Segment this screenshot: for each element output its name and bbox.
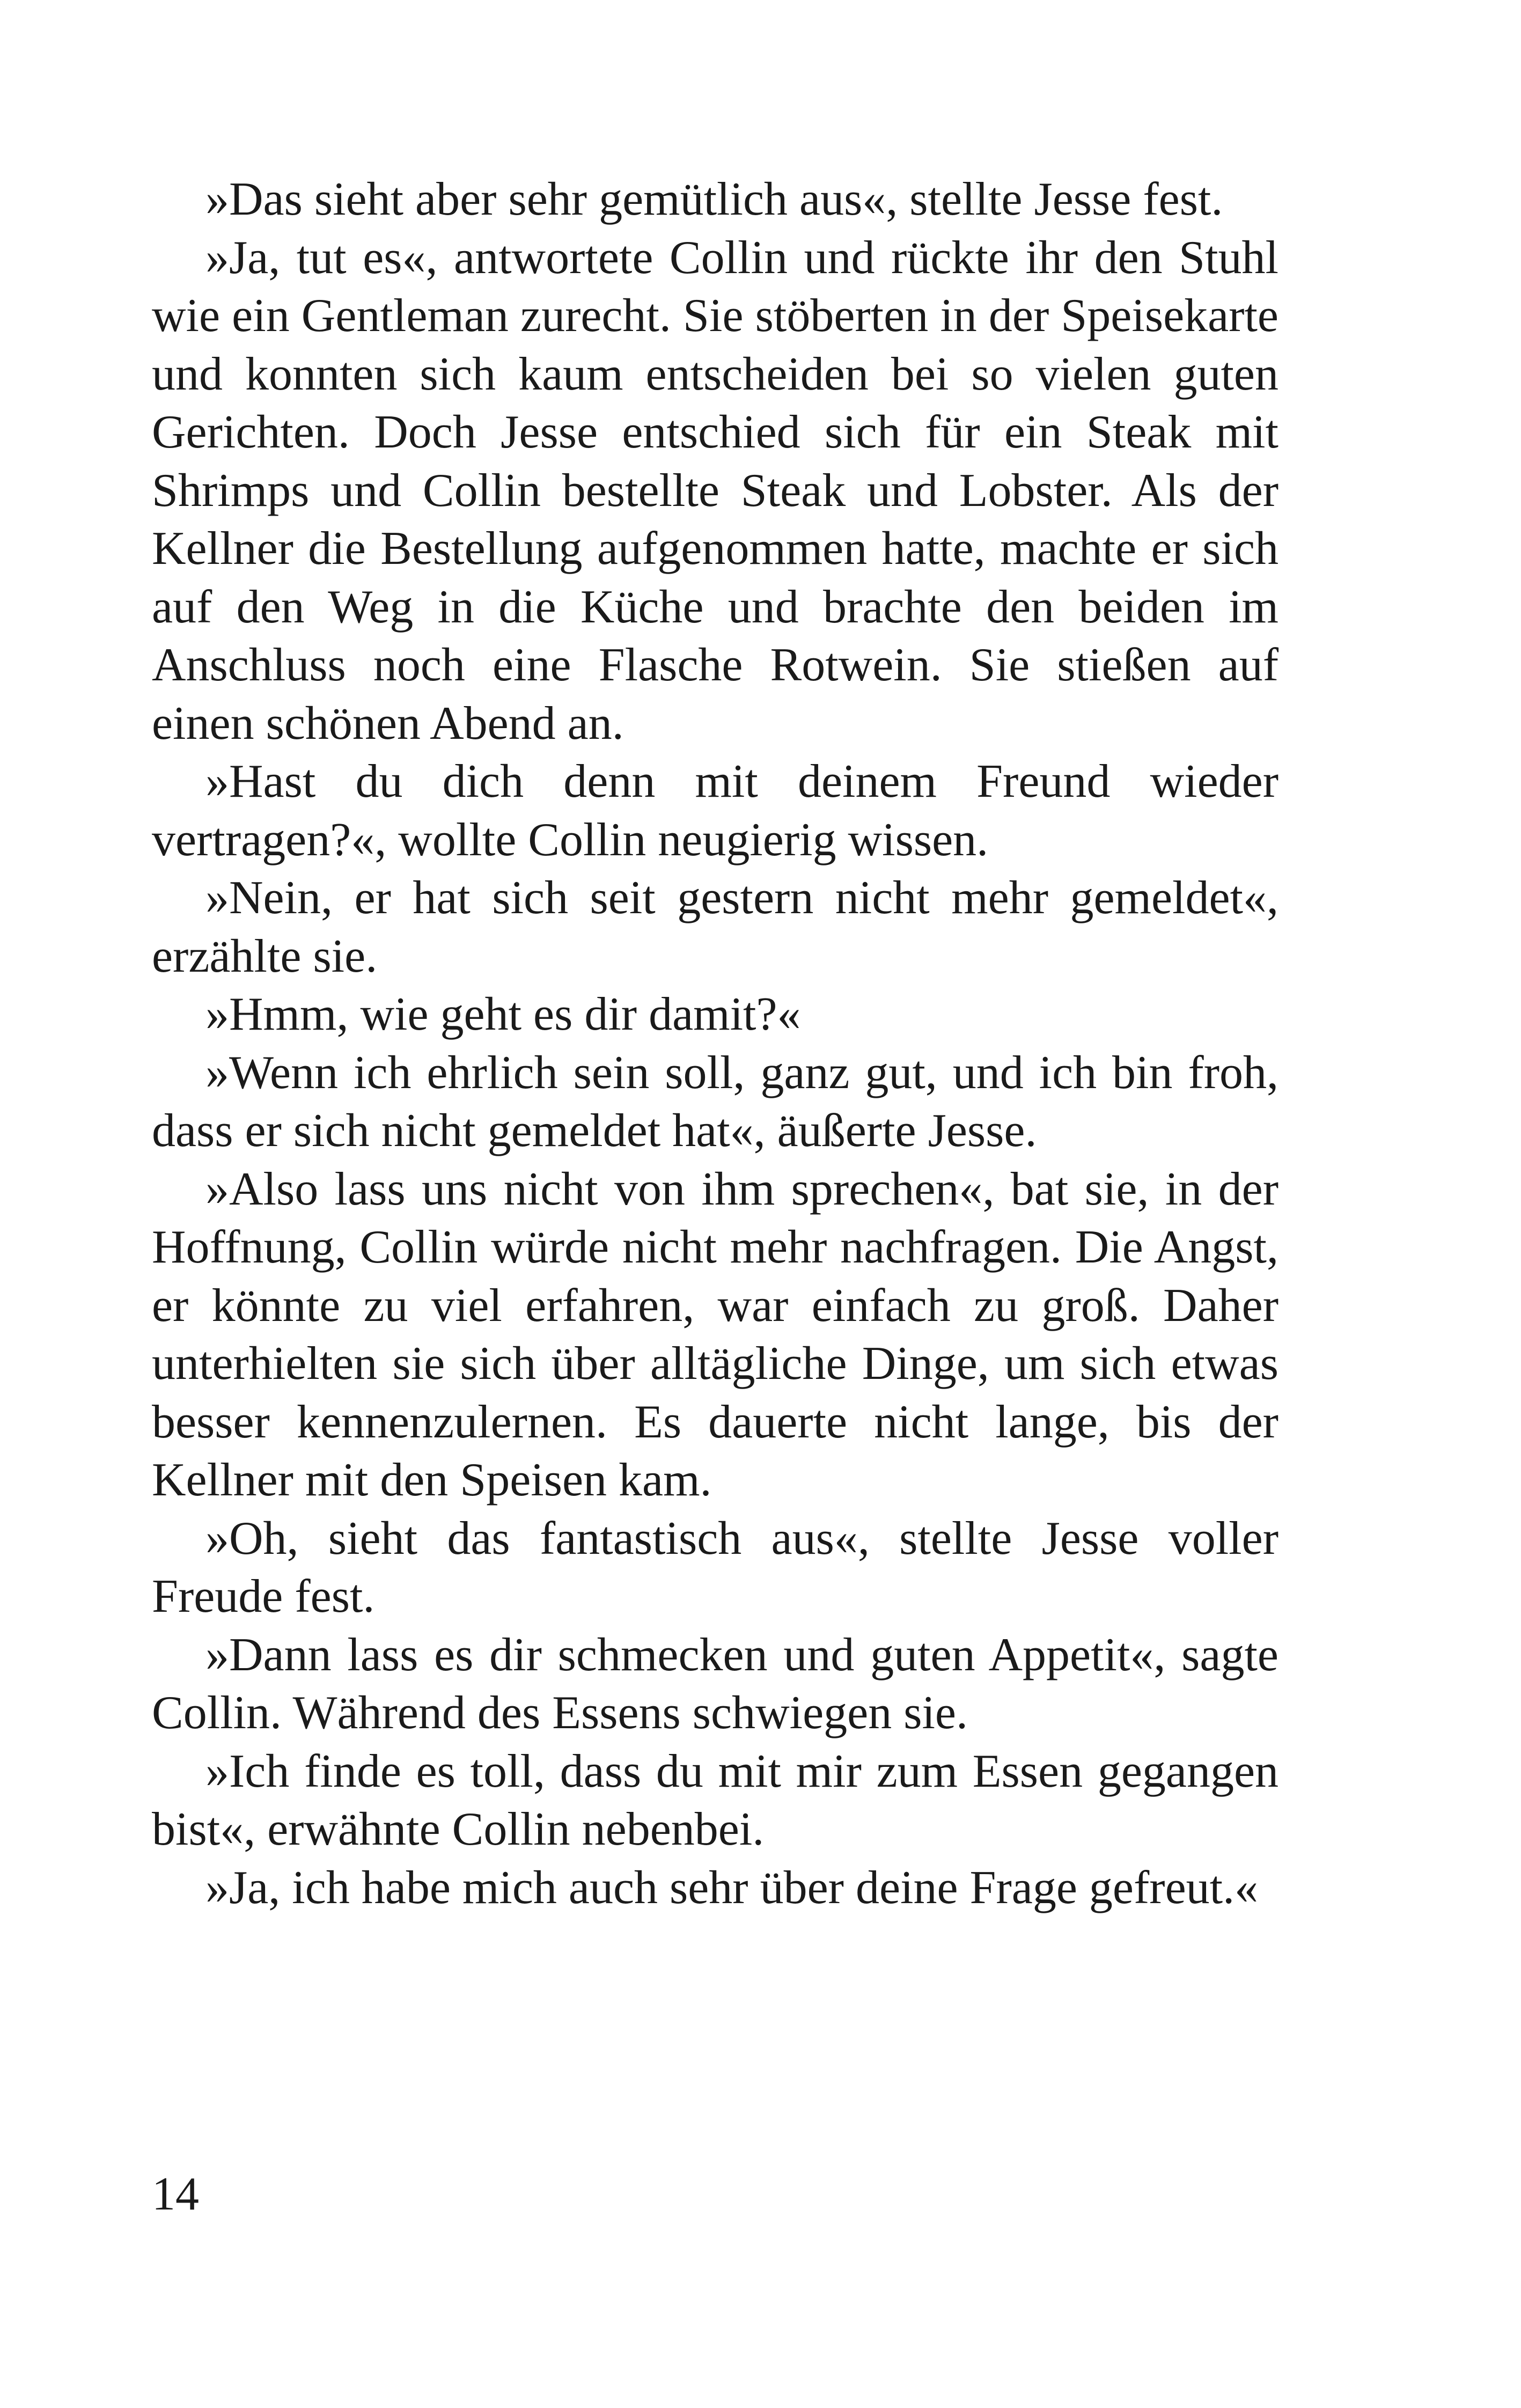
paragraph: »Oh, sieht das fantastisch aus«, stellte Jesse voller Freude fest. bbox=[152, 1512, 1278, 1623]
paragraph: »Wenn ich ehrlich sein soll, ganz gut, und ich bin froh, dass er sich nicht gemeldet hat«, äußerte Jesse. bbox=[152, 1046, 1278, 1157]
paragraph: »Das sieht aber sehr gemütlich aus«, stellte Jesse fest. bbox=[205, 173, 1223, 225]
page-number: 14 bbox=[152, 2168, 199, 2220]
paragraph: »Nein, er hat sich seit gestern nicht mehr gemeldet«, erzählte sie. bbox=[152, 872, 1278, 982]
paragraph: »Ich finde es toll, dass du mit mir zum Essen gegangen bist«, erwähnte Collin nebenbei. bbox=[152, 1745, 1278, 1855]
book-page-text bbox=[152, 171, 1278, 1917]
paragraph: »Hmm, wie geht es dir damit?« bbox=[205, 988, 801, 1040]
paragraph: »Ja, ich habe mich auch sehr über deine Frage gefreut.« bbox=[205, 1861, 1259, 1914]
paragraph: »Dann lass es dir schmecken und guten Appetit«, sagte Collin. Während des Essens schwiegen sie. bbox=[152, 1628, 1278, 1739]
paragraph: »Hast du dich denn mit deinem Freund wieder vertragen?«, wollte Collin neugierig wissen. bbox=[152, 755, 1278, 866]
paragraph: »Also lass uns nicht von ihm sprechen«, bat sie, in der Hoffnung, Collin würde nicht mehr nachfragen. Die Angst, er könnte zu viel erfahren, war einfach zu groß. Daher unterhielten sie sich über alltägliche Dinge, um sich etwas besser kennenzulernen. Es dauerte nicht lange, bis der Kellner mit den Speisen kam. bbox=[152, 1163, 1278, 1506]
paragraph: »Ja, tut es«, antwortete Collin und rückte ihr den Stuhl wie ein Gentleman zurecht. Sie stöberten in der Speisekarte und konnten sich kaum entscheiden bei so vielen guten Gerichten. Doch Jesse entschied sich für ein Steak mit Shrimps und Collin bestellte Steak und Lobster. Als der Kellner die Bestellung aufgenommen hatte, machte er sich auf den Weg in die Küche und brachte den beiden im Anschluss noch eine Flasche Rotwein. Sie stießen auf einen schönen Abend an. bbox=[152, 231, 1278, 750]
